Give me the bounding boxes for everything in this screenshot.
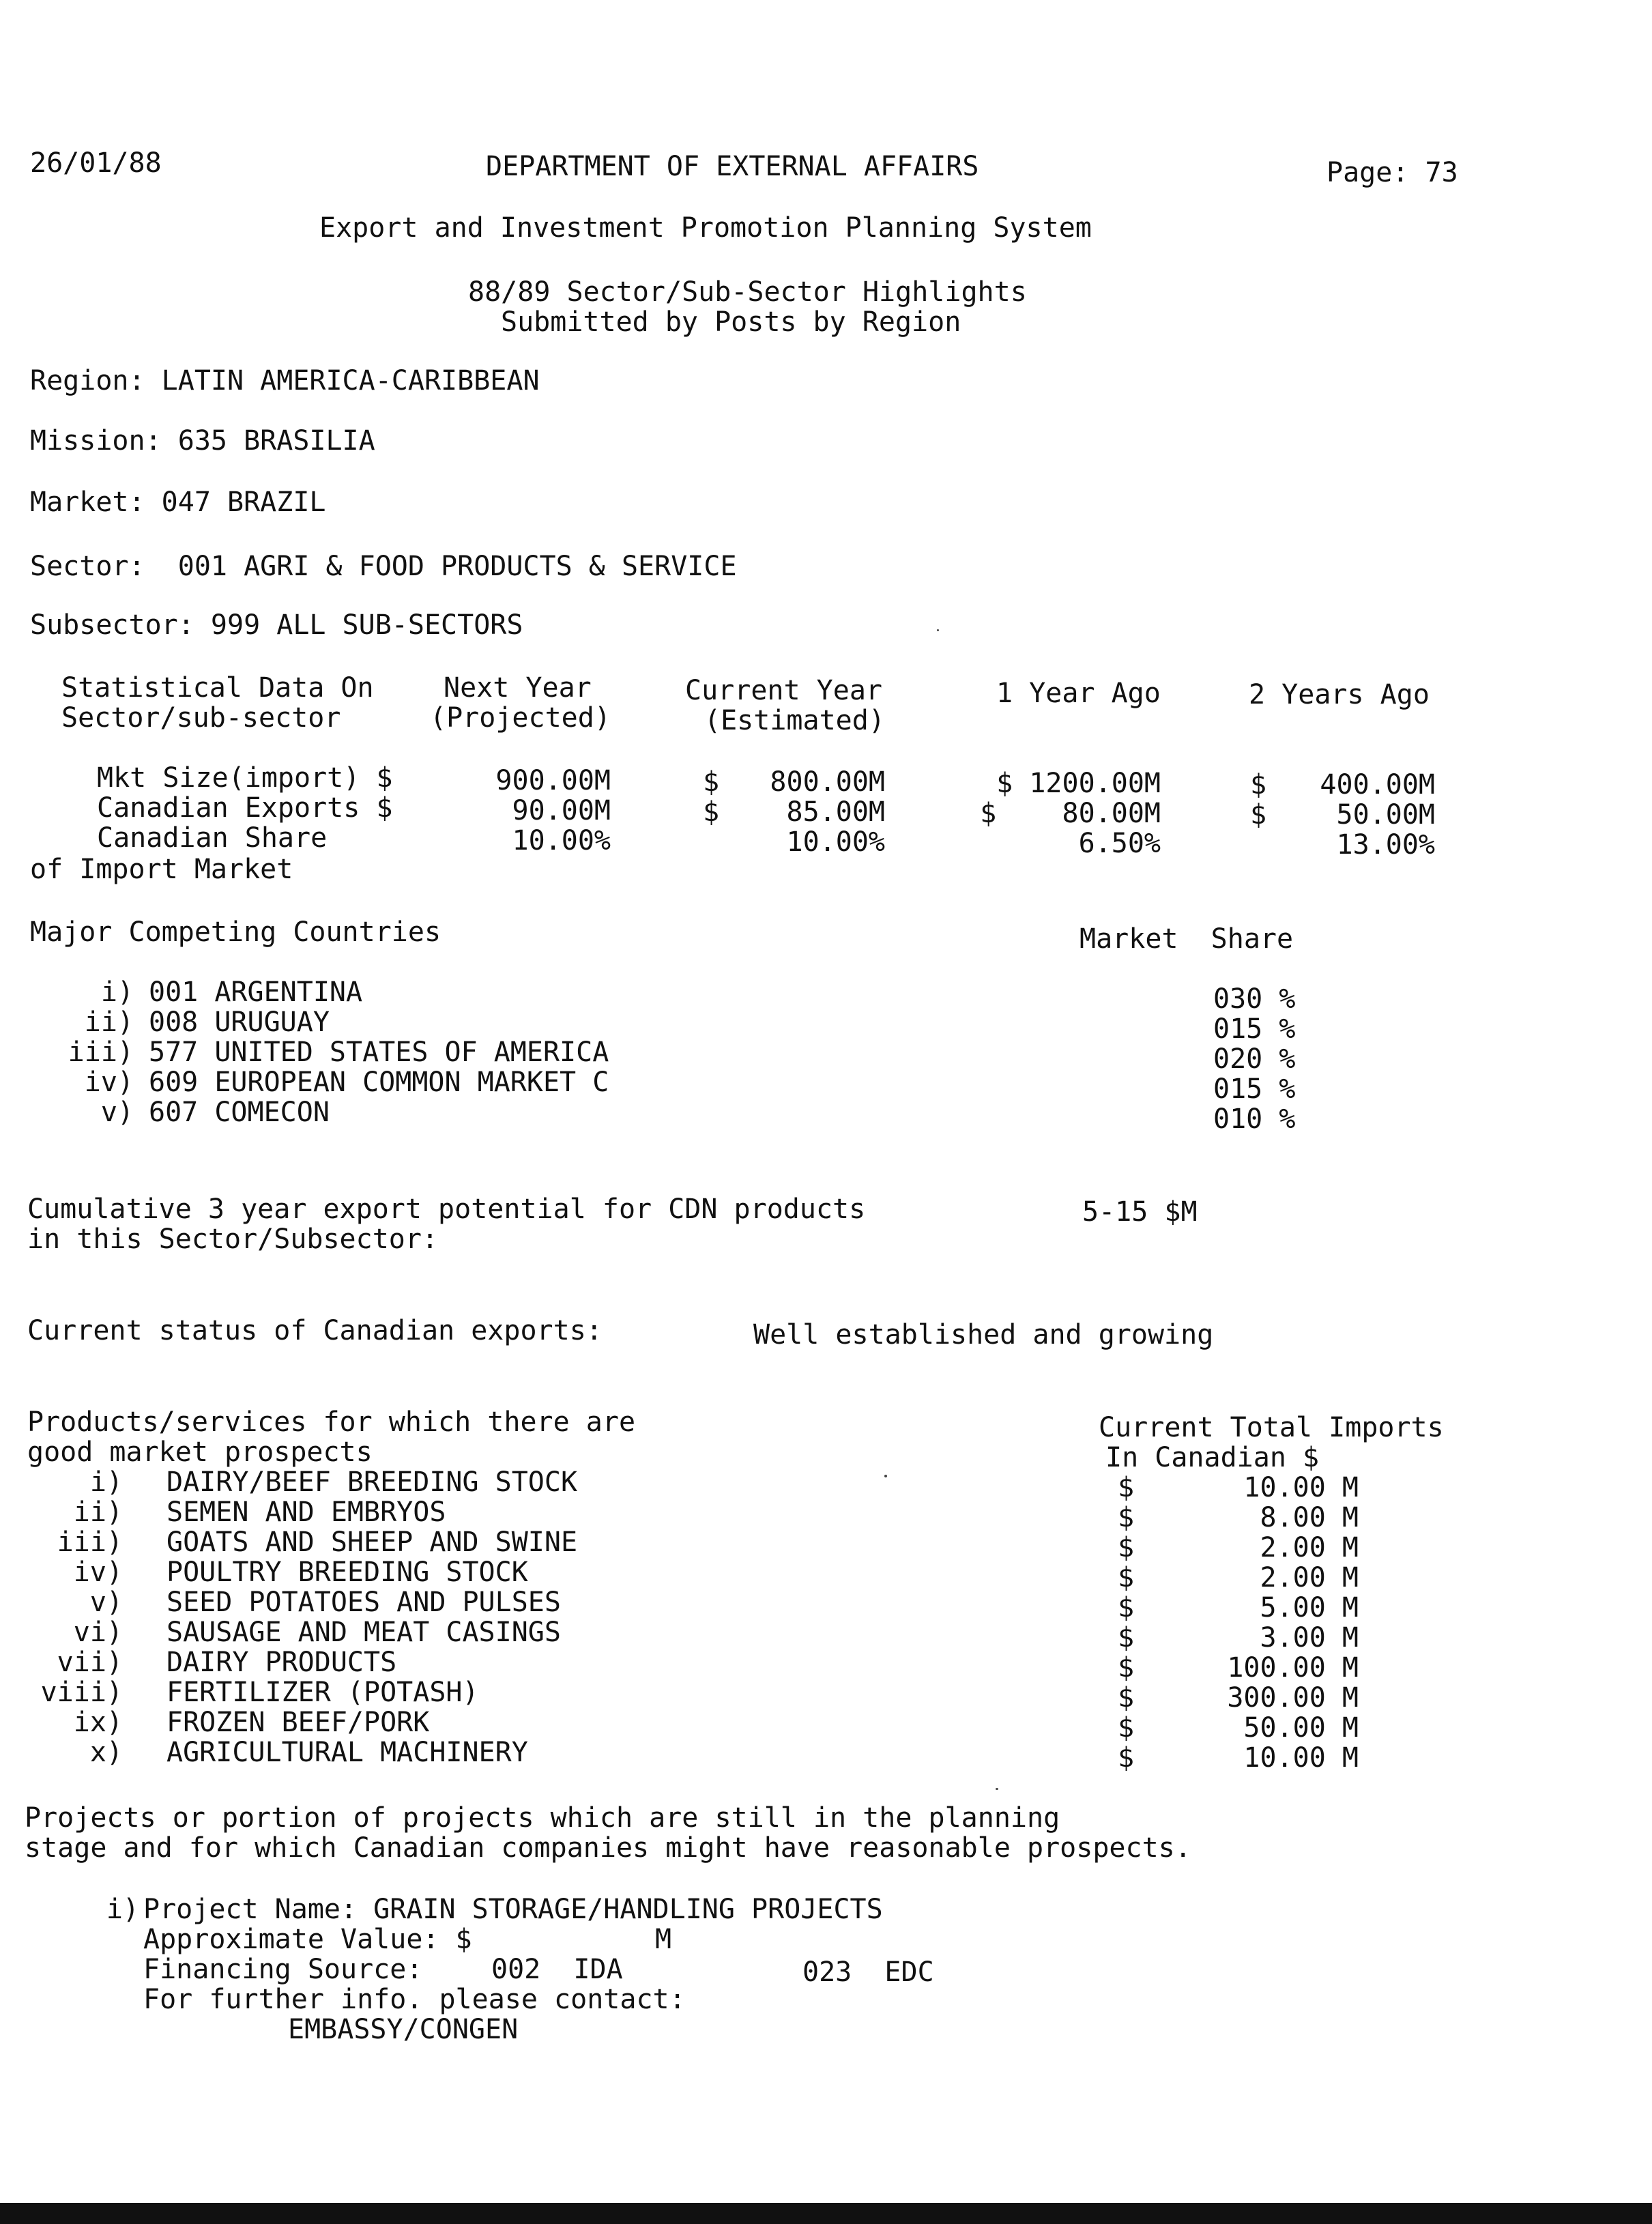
report-date: 26/01/88	[30, 147, 162, 179]
potential-value: 5-15 $M	[1082, 1196, 1198, 1228]
product-num: ix)	[73, 1707, 123, 1738]
product-currency: $	[1118, 1712, 1135, 1744]
stats-cur-value: 10.00%	[786, 826, 885, 858]
product-value: 10.00 M	[1243, 1742, 1359, 1774]
stats-cur-value: 800.00M	[770, 766, 885, 798]
product-currency: $	[1118, 1562, 1135, 1593]
scan-speck	[937, 629, 939, 631]
product-name: POULTRY BREEDING STOCK	[166, 1557, 528, 1588]
product-name: GOATS AND SHEEP AND SWINE	[166, 1527, 578, 1558]
product-name: SEMEN AND EMBRYOS	[166, 1497, 446, 1528]
competitor-name: 607 COMECON	[149, 1097, 330, 1128]
product-currency: $	[1118, 1622, 1135, 1653]
product-value: 2.00 M	[1260, 1562, 1359, 1593]
status-label: Current status of Canadian exports:	[27, 1315, 603, 1346]
project-value-label: Approximate Value: $	[143, 1924, 472, 1955]
projects-intro-2: stage and for which Canadian companies might have reasonable prospects.	[25, 1832, 1191, 1864]
product-num: viii)	[40, 1677, 123, 1708]
sector-field: Sector: 001 AGRI & FOOD PRODUCTS & SERVICE	[30, 551, 737, 582]
imports-header-2: In Canadian $	[1105, 1442, 1320, 1473]
page-bottom-edge	[0, 2203, 1652, 2224]
contact-value: EMBASSY/CONGEN	[288, 2014, 519, 2045]
stats-cur-value: 85.00M	[786, 796, 885, 828]
col-2-years-ago: 2 Years Ago	[1249, 679, 1430, 710]
competitor-num: iv)	[84, 1067, 134, 1098]
products-title-2: good market prospects	[27, 1436, 373, 1468]
stats-2y-currency: $	[1250, 799, 1267, 831]
stats-2y-currency: $	[1250, 769, 1267, 800]
product-num: v)	[89, 1587, 123, 1618]
stats-1y-value: $ 1200.00M	[996, 768, 1161, 799]
status-value: Well established and growing	[753, 1319, 1214, 1351]
potential-label-2: in this Sector/Subsector:	[27, 1224, 439, 1255]
stats-row-label: Mkt Size(import) $	[97, 762, 393, 794]
project-name: Project Name: GRAIN STORAGE/HANDLING PROJECTS	[143, 1894, 883, 1925]
competitor-name: 577 UNITED STATES OF AMERICA	[149, 1037, 609, 1068]
product-name: DAIRY PRODUCTS	[166, 1647, 397, 1678]
financing-source-2: 023 EDC	[802, 1956, 934, 1988]
report-subtitle: 88/89 Sector/Sub-Sector Highlights	[468, 276, 1027, 308]
subsector-field: Subsector: 999 ALL SUB-SECTORS	[30, 609, 523, 641]
stats-label-2: Sector/sub-sector	[61, 702, 341, 734]
scan-speck	[996, 1788, 998, 1790]
project-num: i)	[106, 1894, 139, 1925]
competitor-num: iii)	[68, 1037, 134, 1068]
stats-label: Statistical Data On	[61, 672, 374, 704]
project-value-unit: M	[655, 1924, 672, 1955]
potential-label: Cumulative 3 year export potential for CDN products	[27, 1194, 866, 1225]
product-currency: $	[1118, 1592, 1135, 1623]
product-currency: $	[1118, 1742, 1135, 1774]
product-num: i)	[89, 1467, 123, 1498]
product-value: 50.00 M	[1243, 1712, 1359, 1744]
page-number: Page: 73	[1327, 157, 1458, 188]
competitor-share: 020 %	[1213, 1043, 1296, 1075]
col-current-year-sub: (Estimated)	[704, 705, 885, 736]
product-name: AGRICULTURAL MACHINERY	[166, 1737, 528, 1768]
stats-next-value: 10.00%	[512, 825, 611, 856]
competitor-num: ii)	[84, 1007, 134, 1038]
competitor-num: v)	[100, 1097, 134, 1128]
stats-next-value: 90.00M	[512, 795, 611, 826]
stats-1y-value: $ 80.00M	[980, 798, 1161, 829]
product-value: 2.00 M	[1260, 1532, 1359, 1563]
product-value: 5.00 M	[1260, 1592, 1359, 1623]
product-value: 3.00 M	[1260, 1622, 1359, 1653]
product-value: 100.00 M	[1227, 1652, 1359, 1684]
market-field: Market: 047 BRAZIL	[30, 487, 326, 518]
product-value: 10.00 M	[1243, 1472, 1359, 1503]
stats-2y-value: 13.00%	[1336, 829, 1435, 861]
competitor-name: 001 ARGENTINA	[149, 977, 363, 1008]
product-num: iv)	[73, 1557, 123, 1588]
col-next-year-sub: (Projected)	[430, 702, 611, 734]
product-name: FERTILIZER (POTASH)	[166, 1677, 479, 1708]
stats-share-continuation: of Import Market	[30, 854, 293, 885]
financing-label: Financing Source:	[143, 1954, 423, 1985]
product-value: 8.00 M	[1260, 1502, 1359, 1533]
product-num: vii)	[57, 1647, 123, 1678]
region-field: Region: LATIN AMERICA-CARIBBEAN	[30, 365, 540, 396]
product-name: DAIRY/BEEF BREEDING STOCK	[166, 1467, 578, 1498]
competitors-title: Major Competing Countries	[30, 916, 441, 948]
col-current-year: Current Year	[685, 675, 882, 706]
mission-field: Mission: 635 BRASILIA	[30, 425, 375, 457]
contact-label: For further info. please contact:	[143, 1984, 686, 2015]
competitor-share: 030 %	[1213, 983, 1296, 1015]
stats-row-label: Canadian Exports $	[97, 792, 393, 824]
product-value: 300.00 M	[1227, 1682, 1359, 1714]
product-name: SEED POTATOES AND PULSES	[166, 1587, 561, 1618]
scan-speck	[884, 1475, 887, 1477]
stats-2y-value: 400.00M	[1320, 769, 1435, 800]
competitor-share: 015 %	[1213, 1013, 1296, 1045]
market-share-header: Market Share	[1079, 923, 1294, 955]
system-title: Export and Investment Promotion Planning System	[319, 212, 1092, 244]
department-name: DEPARTMENT OF EXTERNAL AFFAIRS	[486, 151, 979, 182]
products-title: Products/services for which there are	[27, 1406, 636, 1438]
financing-source: 002 IDA	[491, 1954, 623, 1985]
product-currency: $	[1118, 1532, 1135, 1563]
product-currency: $	[1118, 1652, 1135, 1684]
stats-cur-currency: $	[703, 766, 720, 798]
competitor-name: 008 URUGUAY	[149, 1007, 330, 1038]
stats-1y-value: 6.50%	[1078, 828, 1161, 859]
competitor-share: 015 %	[1213, 1073, 1296, 1105]
projects-intro: Projects or portion of projects which are still in the planning	[25, 1802, 1060, 1834]
stats-row-label: Canadian Share	[97, 822, 328, 854]
product-num: x)	[89, 1737, 123, 1768]
stats-next-value: 900.00M	[495, 765, 611, 796]
product-name: FROZEN BEEF/PORK	[166, 1707, 430, 1738]
stats-cur-currency: $	[703, 796, 720, 828]
product-currency: $	[1118, 1472, 1135, 1503]
product-num: iii)	[57, 1527, 123, 1558]
col-next-year: Next Year	[444, 672, 592, 704]
product-currency: $	[1118, 1682, 1135, 1714]
col-1-year-ago: 1 Year Ago	[996, 678, 1161, 709]
report-subtitle-2: Submitted by Posts by Region	[501, 306, 961, 338]
stats-2y-value: 50.00M	[1336, 799, 1435, 831]
competitor-share: 010 %	[1213, 1103, 1296, 1135]
product-name: SAUSAGE AND MEAT CASINGS	[166, 1617, 561, 1648]
product-currency: $	[1118, 1502, 1135, 1533]
imports-header: Current Total Imports	[1099, 1412, 1444, 1443]
competitor-name: 609 EUROPEAN COMMON MARKET C	[149, 1067, 609, 1098]
product-num: vi)	[73, 1617, 123, 1648]
competitor-num: i)	[100, 977, 134, 1008]
product-num: ii)	[73, 1497, 123, 1528]
